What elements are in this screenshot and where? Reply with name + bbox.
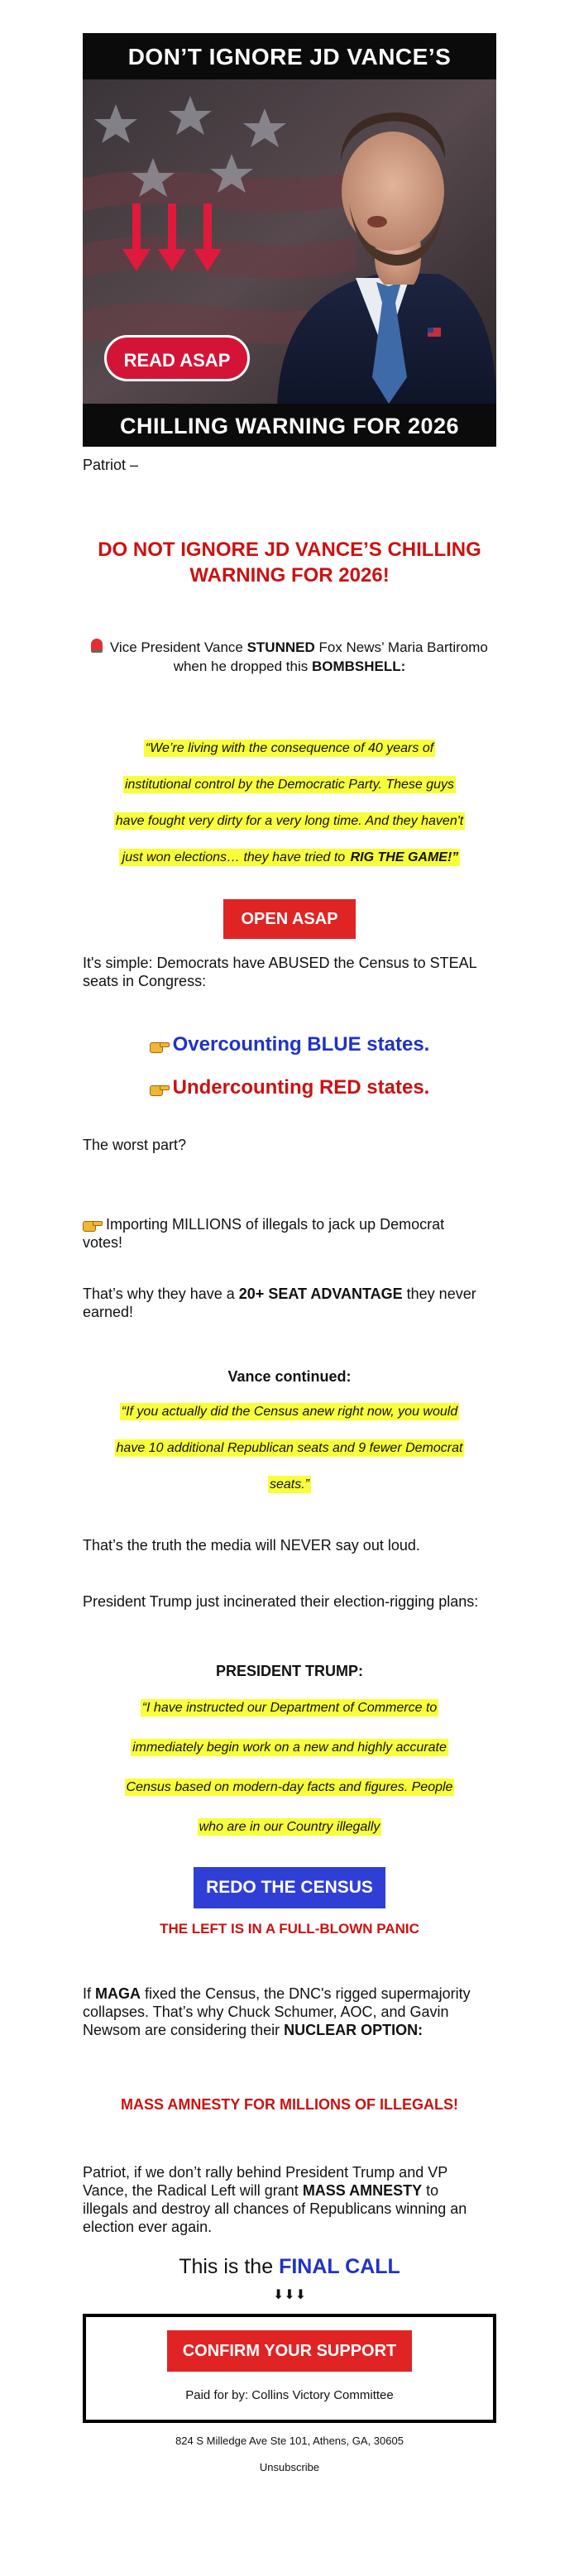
hero-top-text: DON’T IGNORE JD VANCE’S xyxy=(83,33,496,79)
point-undercounting: Undercounting RED states. xyxy=(83,1076,496,1099)
unsubscribe-link[interactable]: Unsubscribe xyxy=(259,2461,320,2473)
trump-paragraph: President Trump just incinerated their election-rigging plans: xyxy=(83,1593,479,1610)
maga-paragraph: If MAGA fixed the Census, the DNC's rigged supermajority collapses. That’s why Chuck Schumer, AOC, and Gavin Newsom are considering their NUCLEAR OPTION: xyxy=(83,1985,471,2038)
siren-icon xyxy=(91,639,103,653)
down-arrows: ⬇⬇⬇ xyxy=(272,2288,307,2302)
paid-for-disclaimer: Paid for by: Collins Victory Committee xyxy=(185,2388,394,2402)
worst-part: The worst part? xyxy=(83,1137,187,1153)
intro-paragraph: Vice President Vance STUNNED Fox News’ Maria Bartiromo when he dropped this BOMBSHELL: xyxy=(83,638,496,676)
confirm-support-button[interactable]: CONFIRM YOUR SUPPORT xyxy=(167,2330,412,2372)
redo-census-button[interactable]: REDO THE CENSUS xyxy=(194,1867,385,1908)
president-trump-label: PRESIDENT TRUMP: xyxy=(215,1663,363,1679)
vance-quote-1: “We’re living with the consequence of 40 years of institutional control by the Democratic Party. These guys have fought very dirty for a very long time. And they haven't just won elections… they have tried to RIG THE GAME!” xyxy=(115,741,464,864)
mailing-address: 824 S Milledge Ave Ste 101, Athens, GA, 30605 xyxy=(175,2435,404,2447)
importing-paragraph: Importing MILLIONS of illegals to jack up Democrat votes! xyxy=(83,1216,445,1251)
final-call: This is the FINAL CALL xyxy=(179,2255,400,2278)
confirm-support-box xyxy=(83,2314,496,2423)
vance-quote-2: “If you actually did the Census anew right now, you would have 10 additional Republican seats and 9 fewer Democrat seats.” xyxy=(116,1405,463,1491)
panic-heading: THE LEFT IS IN A FULL-BLOWN PANIC xyxy=(160,1921,419,1937)
vance-continued-label: Vance continued: xyxy=(227,1368,352,1385)
point-overcounting: Overcounting BLUE states. xyxy=(83,1033,496,1056)
read-asap-button[interactable]: READ ASAP xyxy=(104,335,250,381)
advantage-paragraph: That’s why they have a 20+ SEAT ADVANTAGE they never earned! xyxy=(83,1286,476,1320)
census-paragraph: It's simple: Democrats have ABUSED the Census to STEAL seats in Congress: xyxy=(83,955,477,989)
greeting: Patriot – xyxy=(83,457,139,473)
hero-banner[interactable] xyxy=(83,33,496,447)
rally-paragraph: Patriot, if we don’t rally behind President Trump and VP Vance, the Radical Left will grant MASS AMNESTY to illegals and destroy all chances of Republicans winning an election ever again. xyxy=(83,2164,467,2235)
main-headline: DO NOT IGNORE JD VANCE’S CHILLING WARNING FOR 2026! xyxy=(98,539,481,587)
truth-paragraph: That’s the truth the media will NEVER say out loud. xyxy=(83,1537,420,1554)
hero-bottom-text: CHILLING WARNING FOR 2026 xyxy=(83,404,496,447)
pointing-hand-icon xyxy=(83,1219,101,1230)
pointing-hand-icon xyxy=(150,1040,168,1051)
open-asap-button[interactable]: OPEN ASAP xyxy=(223,899,356,939)
email-body xyxy=(83,33,496,2474)
amnesty-heading: MASS AMNESTY FOR MILLIONS OF ILLEGALS! xyxy=(121,2096,458,2113)
trump-quote: “I have instructed our Department of Commerce to immediately begin work on a new and highly accurate Census based on modern-day facts and figures. People who are in our Country illegally xyxy=(126,1701,453,1834)
pointing-hand-icon xyxy=(150,1083,168,1094)
